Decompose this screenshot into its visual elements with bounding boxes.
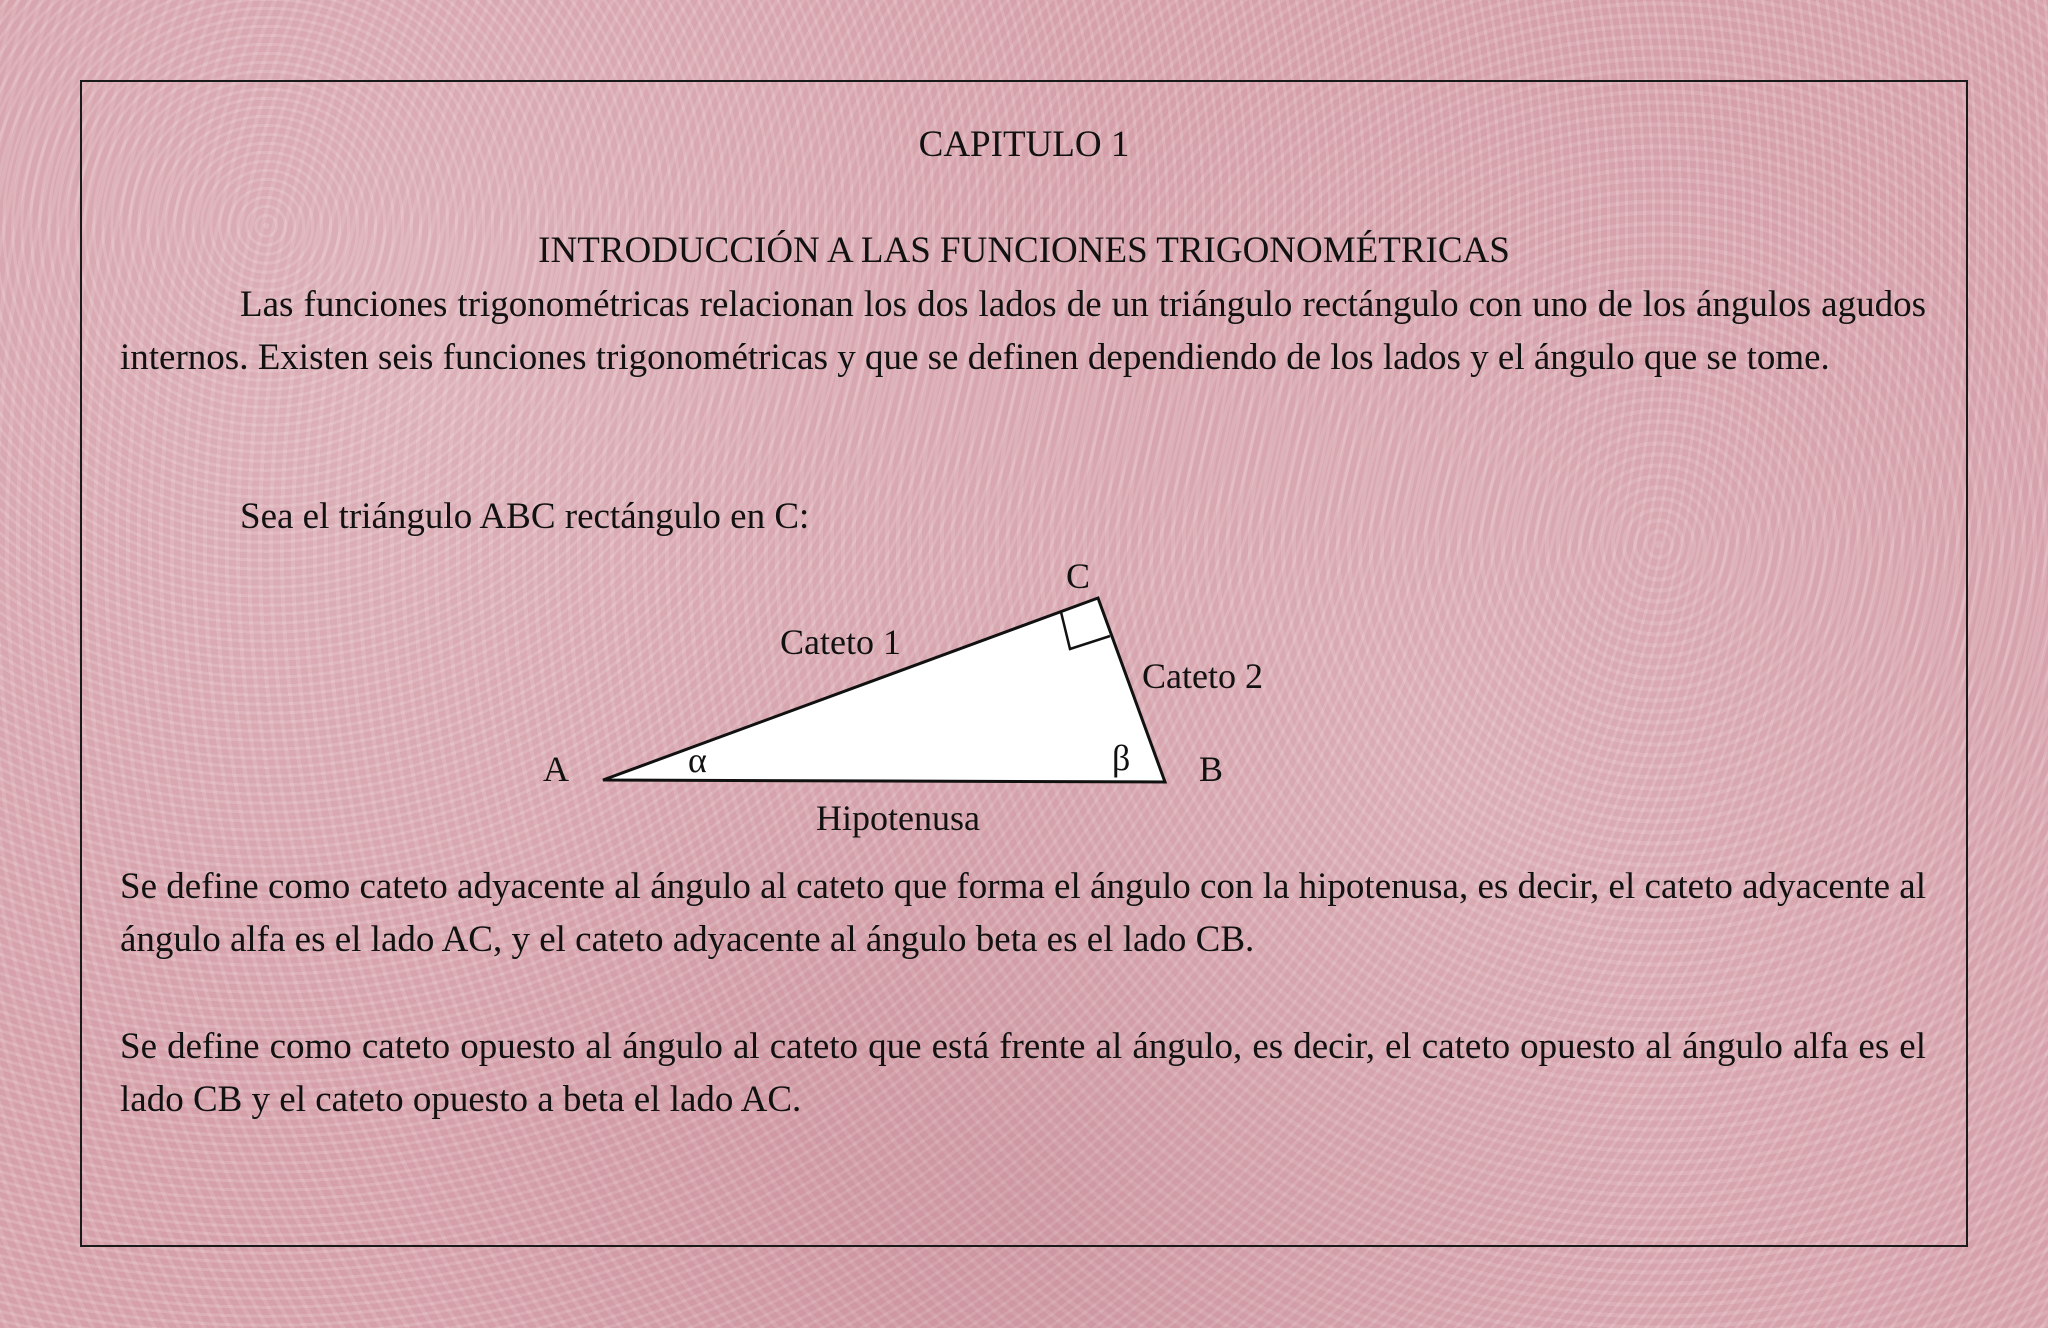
alpha-label: α: [688, 740, 707, 780]
beta-label: β: [1112, 738, 1131, 778]
vertex-a-label: A: [543, 749, 569, 789]
hypotenuse-label: Hipotenusa: [816, 798, 980, 838]
chapter-title: CAPITULO 1: [918, 124, 1130, 165]
cateto-2-label: Cateto 2: [1142, 656, 1263, 696]
triangle-intro-paragraph: Sea el triángulo ABC rectángulo en C:: [240, 496, 810, 537]
vertex-c-label: C: [1066, 556, 1091, 596]
right-triangle-diagram: [500, 540, 1320, 860]
cateto-1-label: Cateto 1: [780, 622, 901, 662]
intro-paragraph: Las funciones trigonométricas relacionan los dos lados de un triángulo rectángulo con uno de los ángulos agudos internos. Existen seis funciones trigonométricas y que se definen dependiendo de los lados y el ángulo que se tome.: [120, 284, 1926, 378]
section-heading: INTRODUCCIÓN A LAS FUNCIONES TRIGONOMÉTRICAS: [538, 230, 1510, 271]
adjacent-paragraph: Se define como cateto adyacente al ángulo al cateto que forma el ángulo con la hipotenusa, es decir, el cateto adyacente al ángulo alfa es el lado AC, y el cateto adyacente al ángulo beta es el lado CB.: [120, 866, 1926, 960]
opposite-paragraph: Se define como cateto opuesto al ángulo al cateto que está frente al ángulo, es decir, el cateto opuesto al ángulo alfa es el lado CB y el cateto opuesto a beta el lado AC.: [120, 1026, 1926, 1120]
vertex-b-label: B: [1199, 749, 1224, 789]
